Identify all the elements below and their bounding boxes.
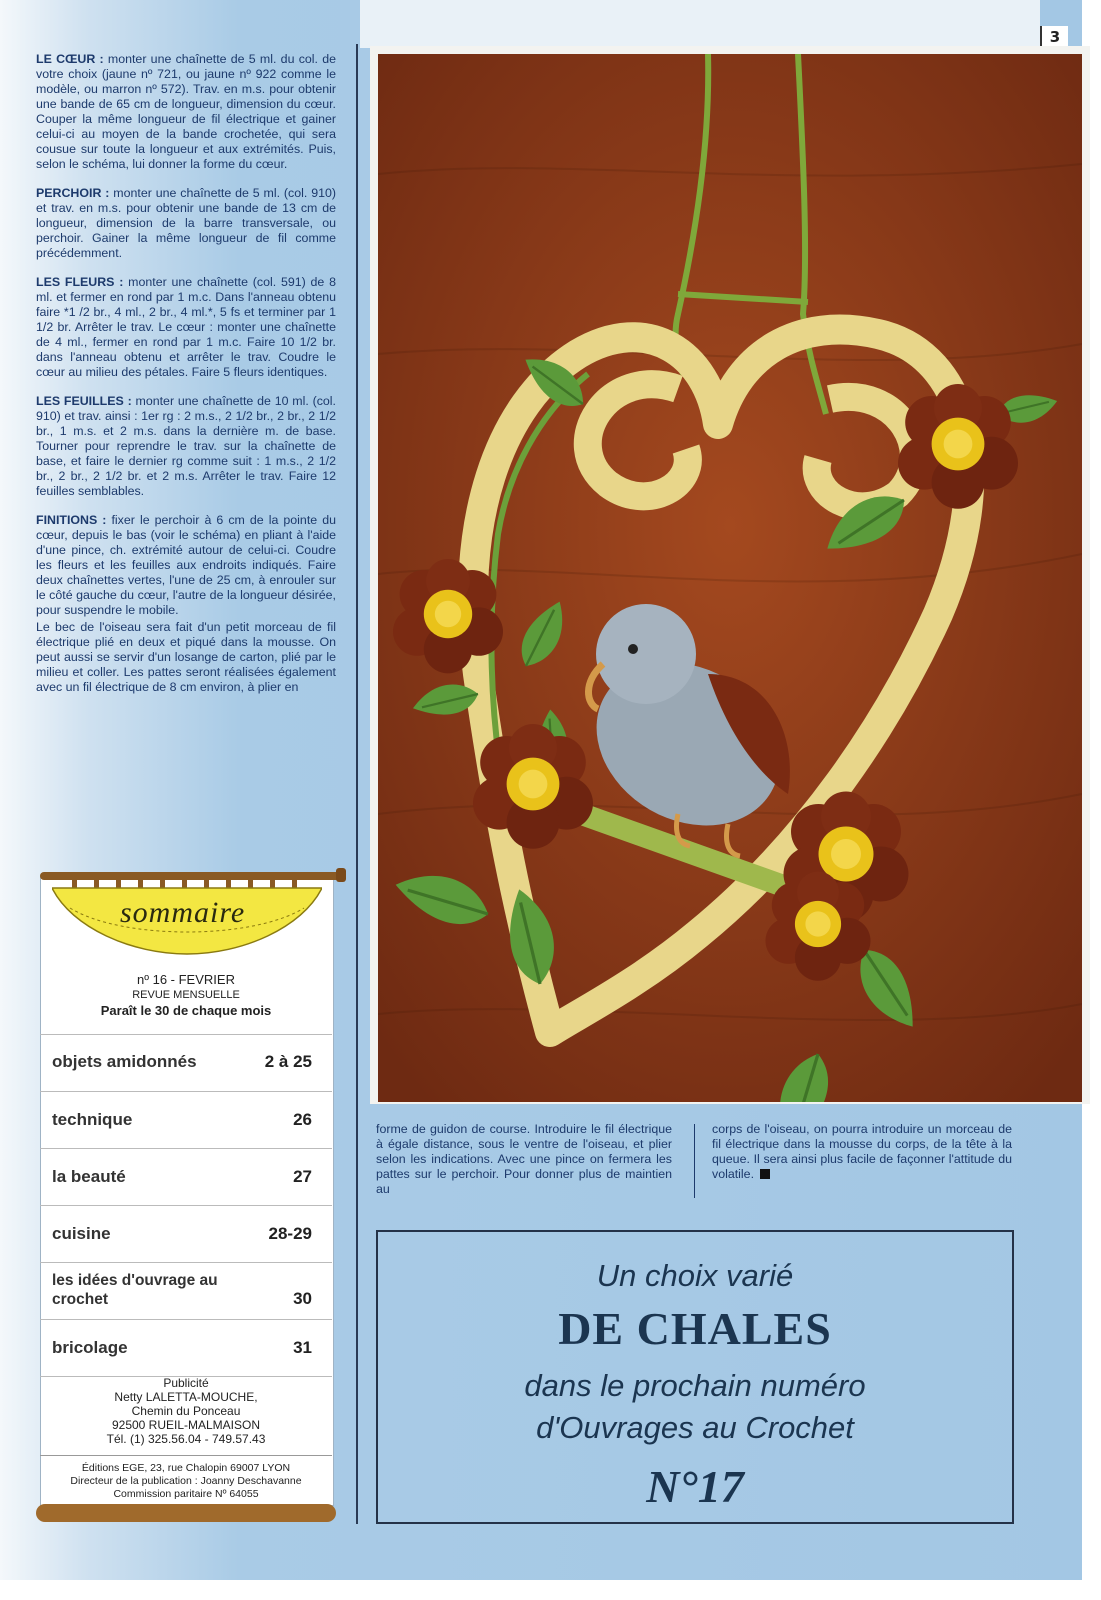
toc-pages: 31 bbox=[293, 1338, 312, 1357]
issue-number: nº 16 - FEVRIER bbox=[137, 972, 235, 987]
paragraph-perchoir bbox=[36, 186, 336, 261]
divider bbox=[40, 1455, 332, 1456]
text-bec: Le bec de l'oiseau sera fait d'un petit morceau de fil électrique plié en deux et piqué dans la mousse. On peut aussi se servir d'un losange de carton, plié par le milieu et coller. Les pattes seront réalisées également avec un fil électrique de 8 cm environ, à plier en bbox=[36, 620, 336, 694]
column-divider bbox=[356, 44, 358, 1524]
text-feuilles: monter une chaînette de 10 ml. (col. 910) et trav. ainsi : 1er rg : 2 m.s., 2 1/2 br., 2 br., 2 1/2 br., 1 m.s. et 2 m.s. dans la dernière m. de base. Tourner pour reprendre le trav. sur la chaînette de base, et faire le dernier rg comme suit : 1 m.s., 2 1/2 br., 2 br., 2 1/2 br. et 2 m.s. Arrêter le trav. Faire 12 feuilles semblables. bbox=[36, 394, 336, 498]
issue-schedule: Paraît le 30 de chaque mois bbox=[100, 1003, 272, 1018]
heading-finitions: FINITIONS : bbox=[36, 513, 107, 527]
toc-pages: 30 bbox=[293, 1289, 312, 1308]
paragraph-bec bbox=[36, 620, 336, 695]
publicite-line: Netty LALETTA-MOUCHE, bbox=[114, 1390, 258, 1404]
heading-coeur: LE CŒUR : bbox=[36, 52, 104, 66]
page-number: 3 bbox=[1040, 26, 1068, 50]
issue-info bbox=[40, 972, 332, 1018]
advert-issue-number: N°17 bbox=[646, 1461, 744, 1512]
photo-illustration bbox=[378, 54, 1082, 1102]
toc-row bbox=[40, 1148, 332, 1205]
toc-label: objets amidonnés bbox=[52, 1052, 197, 1071]
toc-pages: 2 à 25 bbox=[264, 1052, 312, 1071]
advert-line-3: dans le prochain numéro bbox=[524, 1368, 866, 1403]
caption-right-wrap bbox=[712, 1122, 1012, 1182]
toc-pages: 27 bbox=[293, 1167, 312, 1186]
toc-row bbox=[40, 1034, 332, 1091]
bottom-rod-icon bbox=[36, 1504, 336, 1522]
rod-knob-icon bbox=[336, 868, 346, 882]
toc-label: la beauté bbox=[52, 1167, 126, 1186]
toc-label: technique bbox=[52, 1110, 133, 1129]
table-of-contents bbox=[40, 1034, 332, 1377]
paragraph-feuilles bbox=[36, 394, 336, 499]
editions-line: Commission paritaire Nº 64055 bbox=[113, 1488, 259, 1500]
editions-info bbox=[40, 1462, 332, 1501]
heading-feuilles: LES FEUILLES : bbox=[36, 394, 132, 408]
paragraph-coeur bbox=[36, 52, 336, 172]
text-perchoir: monter une chaînette de 5 ml. (col. 910) et trav. en m.s. pour obtenir une bande de 13 cm de longueur, dimension de la barre transversale, ou perchoir. Gainer la même longueur de fil comme précédemment. bbox=[36, 186, 336, 260]
advert-headline: DE CHALES bbox=[558, 1303, 832, 1354]
toc-pages: 28-29 bbox=[268, 1224, 312, 1243]
heading-fleurs: LES FLEURS : bbox=[36, 275, 124, 289]
text-finitions: fixer le perchoir à 6 cm de la pointe du cœur, depuis le bas (voir le schéma) en pliant à l'aide d'une pince, ch. extrémité autour de celui-ci. Coudre les fleurs et les feuilles aux endroits indiqués. Faire deux chaînettes vertes, l'une de 25 cm, à enrouler sur le côté gauche du cœur, l'autre de la longueur désirée, pour suspendre le mobile. bbox=[36, 513, 336, 617]
editions-line: Directeur de la publication : Joanny Deschavanne bbox=[70, 1475, 302, 1487]
text-fleurs: monter une chaînette (col. 591) de 8 ml. et fermer en rond par 1 m.c. Dans l'anneau obtenu faire *1 /2 br., 4 ml., 2 br., 4 ml.*, 5 fs et terminer par 1 1/2 br. Arrêter le trav. Le cœur : monter une chaînette de 4 ml., fermer en rond par 1 m.c. Faire 10 1/2 br. dans l'anneau obtenu et arrêter le trav. Coudre le cœur au milieu des pétales. Faire 5 fleurs identiques. bbox=[36, 275, 336, 379]
publicite-line: Chemin du Ponceau bbox=[131, 1404, 241, 1418]
toc-row bbox=[40, 1262, 332, 1319]
publicite-line: 92500 RUEIL-MALMAISON bbox=[111, 1418, 261, 1432]
advert-line-4: d'Ouvrages au Crochet bbox=[536, 1410, 854, 1445]
publicite-line: Tél. (1) 325.56.04 - 749.57.43 bbox=[106, 1432, 266, 1446]
toc-pages: 26 bbox=[293, 1110, 312, 1129]
toc-label: bricolage bbox=[52, 1338, 128, 1357]
toc-label: les idées d'ouvrage au crochet bbox=[52, 1272, 218, 1308]
caption-divider bbox=[694, 1124, 695, 1198]
toc-row bbox=[40, 1205, 332, 1262]
paragraph-fleurs bbox=[36, 275, 336, 380]
heading-perchoir: PERCHOIR : bbox=[36, 186, 110, 200]
caption-left: forme de guidon de course. Introduire le fil électrique à égale distance, sous le ventre de l'oiseau, et plier selon les indications. Avec une pince on fermera les pattes sur le perchoir. Pour donner plus de maintien au bbox=[376, 1122, 672, 1196]
issue-type: REVUE MENSUELLE bbox=[132, 989, 240, 1001]
caption-right: corps de l'oiseau, on pourra introduire un morceau de fil électrique dans la mousse du corps, de la tête à la queue. Il sera ainsi plus facile de façonner l'attitude du volatile. bbox=[712, 1122, 1012, 1181]
publicite-line: Publicité bbox=[163, 1376, 209, 1390]
text-coeur: monter une chaînette de 5 ml. du col. de votre choix (jaune nº 721, ou jaune nº 922 comme le modèle, ou marron nº 572). Trav. en m.s. pour obtenir une bande de 65 cm de longueur, dimension du cœur. Couper la même longueur de fil électrique et gainer celui-ci au moyen de la bande crochetée, qui sera cousue sur toute la longueur et aux extrémités. Puis, selon le schéma, lui donner la forme du cœur. bbox=[36, 52, 336, 171]
toc-row bbox=[40, 1319, 332, 1377]
next-issue-advert bbox=[376, 1230, 1014, 1524]
end-mark-icon bbox=[760, 1169, 770, 1179]
publicite-info bbox=[40, 1376, 332, 1446]
instructions-column bbox=[36, 52, 336, 709]
sommaire-title: sommaire bbox=[120, 896, 246, 929]
top-edge bbox=[360, 0, 1040, 48]
advert-line-1: Un choix varié bbox=[596, 1258, 794, 1293]
crochet-bird-heart-photo bbox=[378, 54, 1082, 1102]
editions-line: Éditions EGE, 23, rue Chalopin 69007 LYON bbox=[81, 1462, 291, 1474]
toc-label: cuisine bbox=[52, 1224, 111, 1243]
toc-row bbox=[40, 1091, 332, 1148]
paragraph-finitions bbox=[36, 513, 336, 618]
